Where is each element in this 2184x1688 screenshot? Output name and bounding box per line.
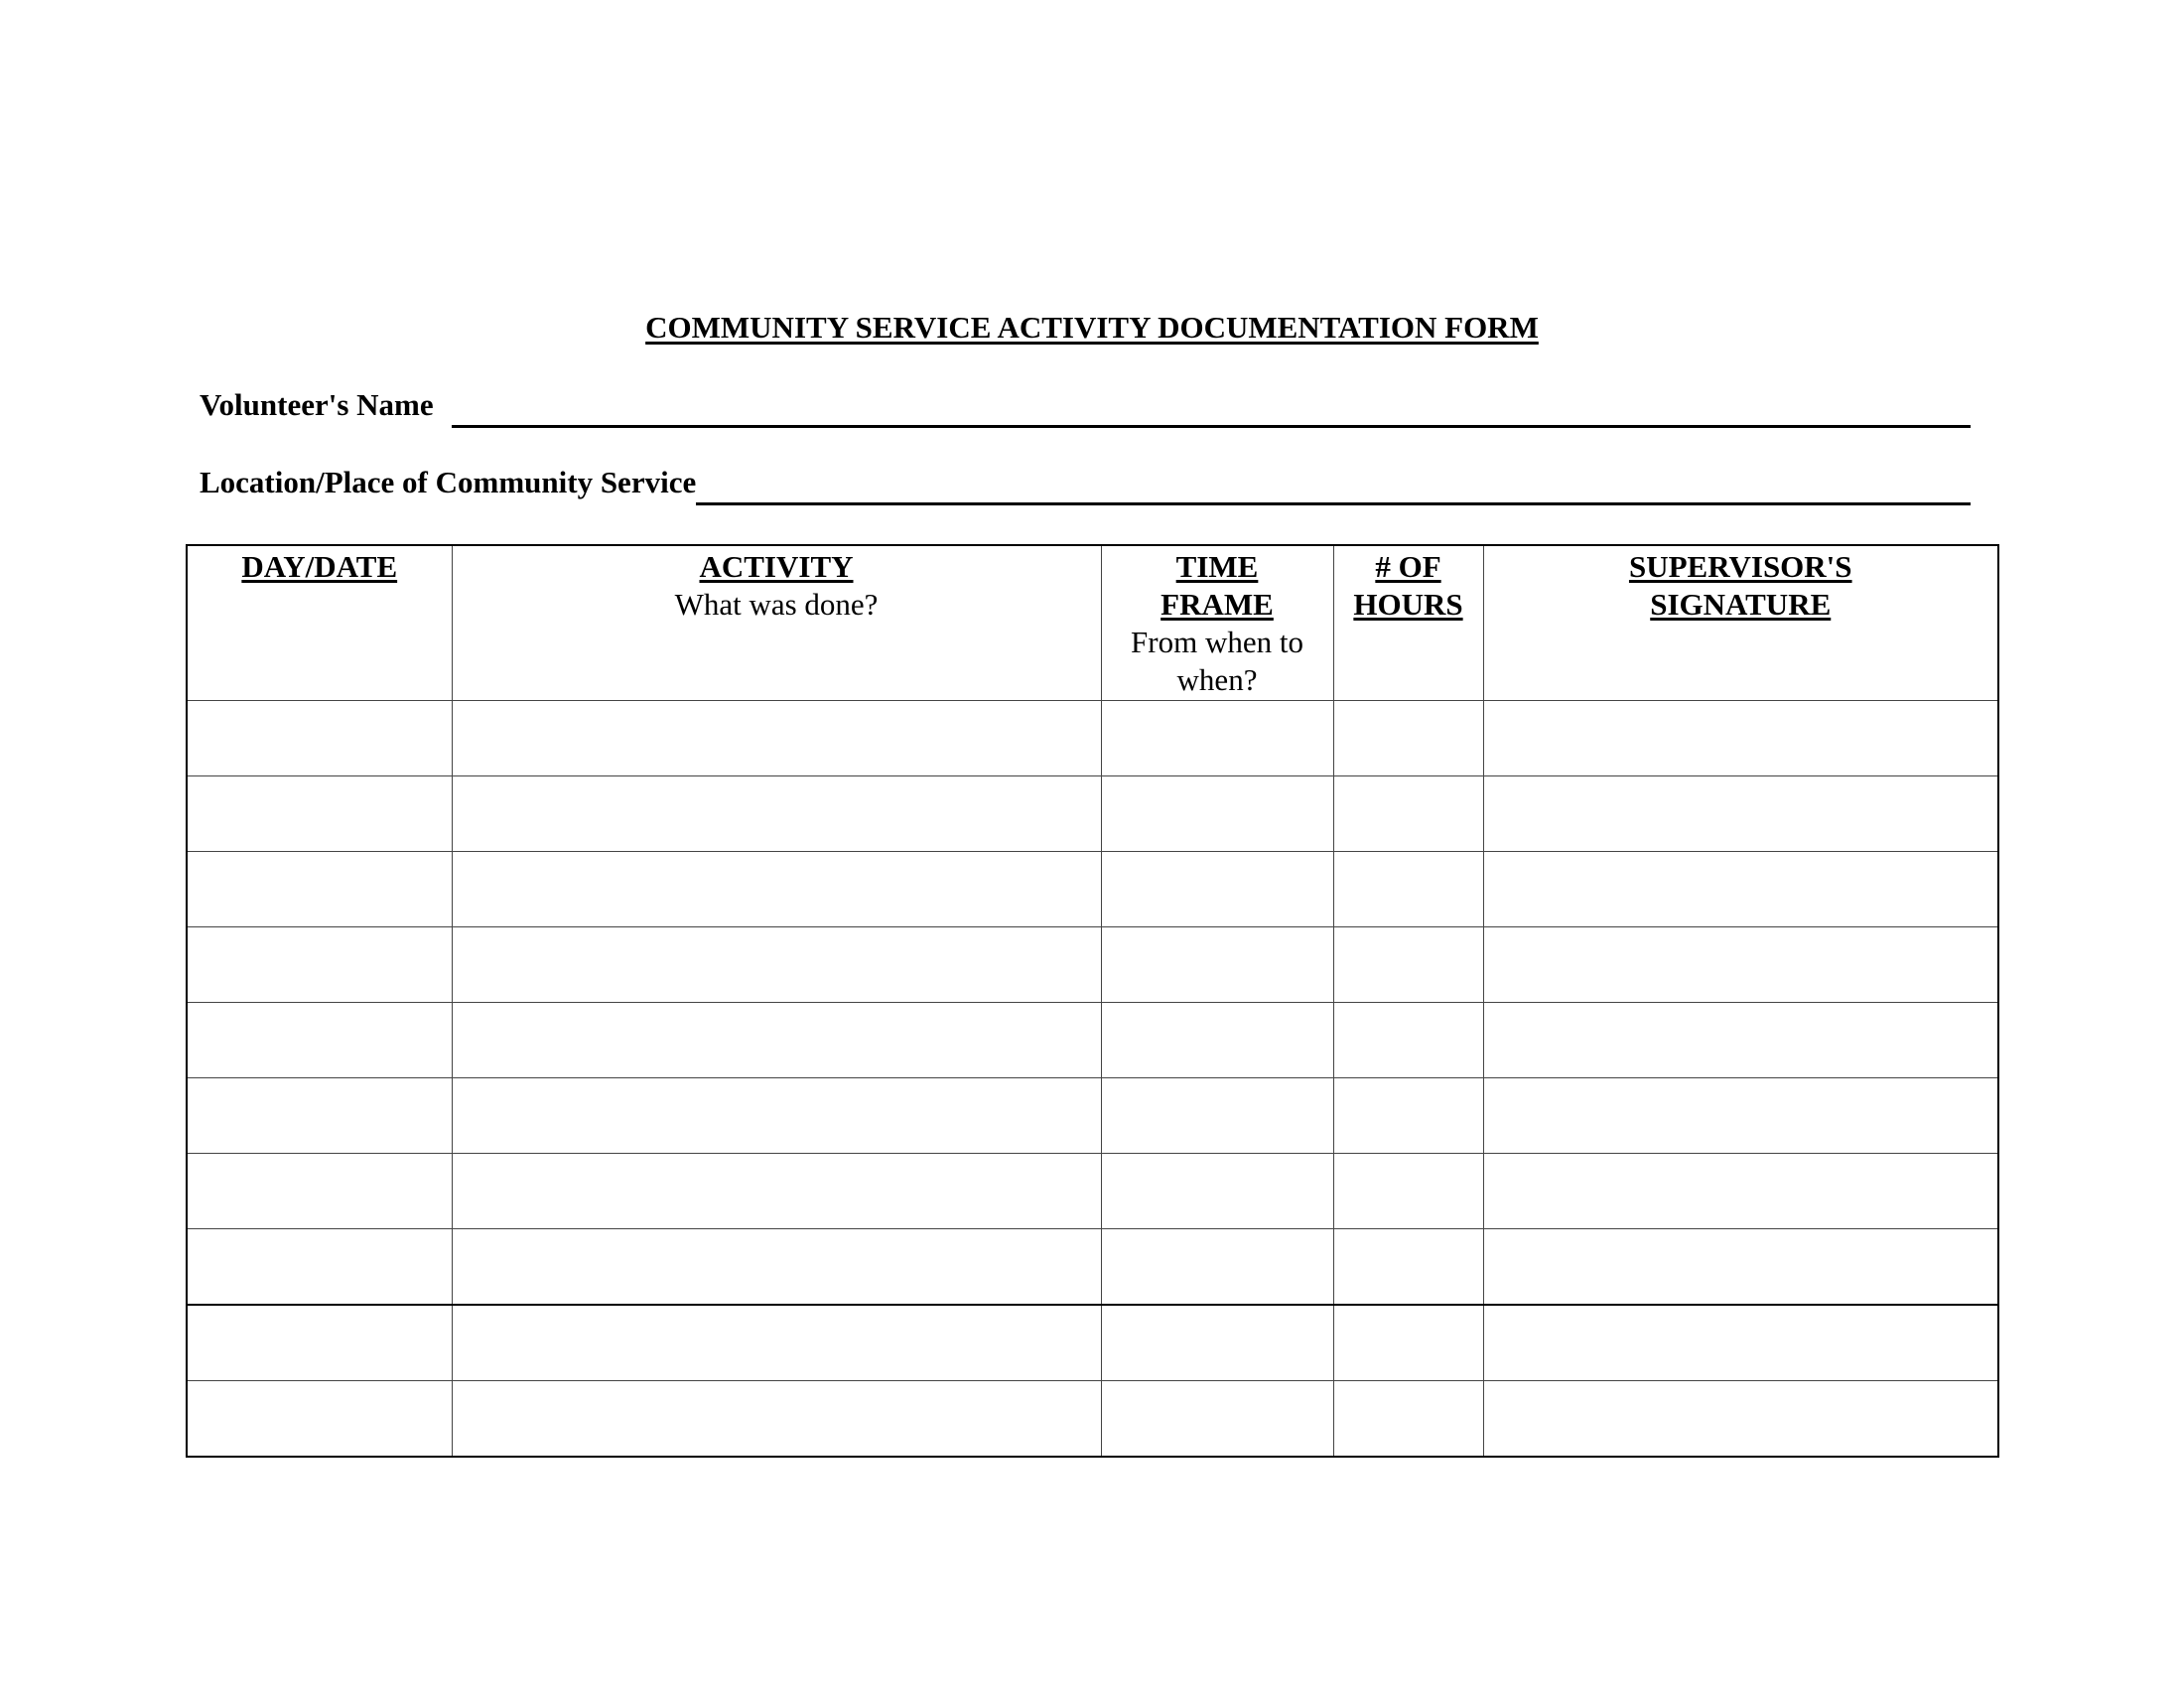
- cell-supervisor-signature[interactable]: [1483, 1381, 1998, 1458]
- cell-activity[interactable]: [452, 852, 1101, 927]
- cell-time-frame[interactable]: [1101, 1381, 1333, 1458]
- cell-hours[interactable]: [1333, 1305, 1483, 1381]
- cell-hours[interactable]: [1333, 852, 1483, 927]
- table-header-row: [187, 545, 1998, 701]
- cell-hours[interactable]: [1333, 1078, 1483, 1154]
- header-time-frame-label: TIME FRAME: [1160, 549, 1274, 622]
- cell-hours[interactable]: [1333, 927, 1483, 1003]
- cell-supervisor-signature[interactable]: [1483, 1154, 1998, 1229]
- column-header-day-date: [187, 545, 452, 701]
- cell-activity[interactable]: [452, 1078, 1101, 1154]
- location-input-line[interactable]: [696, 502, 1971, 505]
- column-header-supervisor-signature: [1483, 545, 1998, 701]
- column-header-time-frame: [1101, 545, 1333, 701]
- cell-day-date[interactable]: [187, 927, 452, 1003]
- column-header-hours: [1333, 545, 1483, 701]
- form-title: [0, 308, 2184, 348]
- table-row: [187, 1305, 1998, 1381]
- table-row: [187, 1154, 1998, 1229]
- cell-hours[interactable]: [1333, 1381, 1483, 1458]
- cell-hours[interactable]: [1333, 1229, 1483, 1306]
- table-row: [187, 1229, 1998, 1306]
- cell-day-date[interactable]: [187, 701, 452, 776]
- cell-time-frame[interactable]: [1101, 1305, 1333, 1381]
- cell-activity[interactable]: [452, 776, 1101, 852]
- cell-day-date[interactable]: [187, 1305, 452, 1381]
- cell-activity[interactable]: [452, 1229, 1101, 1306]
- cell-supervisor-signature[interactable]: [1483, 1078, 1998, 1154]
- table-row: [187, 701, 1998, 776]
- cell-day-date[interactable]: [187, 1003, 452, 1078]
- header-time-frame-subtext: From when to when?: [1131, 625, 1303, 697]
- cell-hours[interactable]: [1333, 776, 1483, 852]
- cell-day-date[interactable]: [187, 1078, 452, 1154]
- table-row: [187, 776, 1998, 852]
- cell-activity[interactable]: [452, 1003, 1101, 1078]
- header-hours-label: # OF HOURS: [1353, 549, 1463, 622]
- header-activity-label: ACTIVITY: [699, 549, 854, 584]
- cell-day-date[interactable]: [187, 1381, 452, 1458]
- activity-log-table: [186, 544, 1999, 1458]
- cell-supervisor-signature[interactable]: [1483, 927, 1998, 1003]
- cell-day-date[interactable]: [187, 1229, 452, 1306]
- cell-activity[interactable]: [452, 701, 1101, 776]
- cell-time-frame[interactable]: [1101, 1154, 1333, 1229]
- column-header-activity: [452, 545, 1101, 701]
- cell-day-date[interactable]: [187, 1154, 452, 1229]
- table-row: [187, 1003, 1998, 1078]
- cell-activity[interactable]: [452, 1381, 1101, 1458]
- volunteer-name-label: Volunteer's Name: [200, 387, 434, 422]
- cell-time-frame[interactable]: [1101, 1078, 1333, 1154]
- cell-hours[interactable]: [1333, 701, 1483, 776]
- cell-activity[interactable]: [452, 1305, 1101, 1381]
- cell-time-frame[interactable]: [1101, 1003, 1333, 1078]
- cell-supervisor-signature[interactable]: [1483, 776, 1998, 852]
- header-supervisor-signature-label: SUPERVISOR'S SIGNATURE: [1628, 549, 1852, 622]
- header-day-date-label: DAY/DATE: [241, 549, 398, 584]
- form-title-text: COMMUNITY SERVICE ACTIVITY DOCUMENTATION FORM: [645, 310, 1539, 345]
- location-field: [200, 463, 1971, 502]
- table-row: [187, 852, 1998, 927]
- cell-activity[interactable]: [452, 1154, 1101, 1229]
- cell-hours[interactable]: [1333, 1003, 1483, 1078]
- table-row: [187, 1078, 1998, 1154]
- table-row: [187, 927, 1998, 1003]
- header-activity-subtext: What was done?: [674, 587, 879, 622]
- cell-supervisor-signature[interactable]: [1483, 701, 1998, 776]
- cell-day-date[interactable]: [187, 776, 452, 852]
- cell-time-frame[interactable]: [1101, 852, 1333, 927]
- cell-supervisor-signature[interactable]: [1483, 1003, 1998, 1078]
- cell-day-date[interactable]: [187, 852, 452, 927]
- cell-activity[interactable]: [452, 927, 1101, 1003]
- cell-supervisor-signature[interactable]: [1483, 1305, 1998, 1381]
- location-label: Location/Place of Community Service: [200, 465, 697, 499]
- cell-time-frame[interactable]: [1101, 927, 1333, 1003]
- cell-time-frame[interactable]: [1101, 1229, 1333, 1306]
- volunteer-name-field: [200, 385, 1971, 425]
- table-row: [187, 1381, 1998, 1458]
- volunteer-name-input-line[interactable]: [452, 425, 1971, 428]
- cell-time-frame[interactable]: [1101, 776, 1333, 852]
- cell-supervisor-signature[interactable]: [1483, 852, 1998, 927]
- cell-hours[interactable]: [1333, 1154, 1483, 1229]
- cell-supervisor-signature[interactable]: [1483, 1229, 1998, 1306]
- cell-time-frame[interactable]: [1101, 701, 1333, 776]
